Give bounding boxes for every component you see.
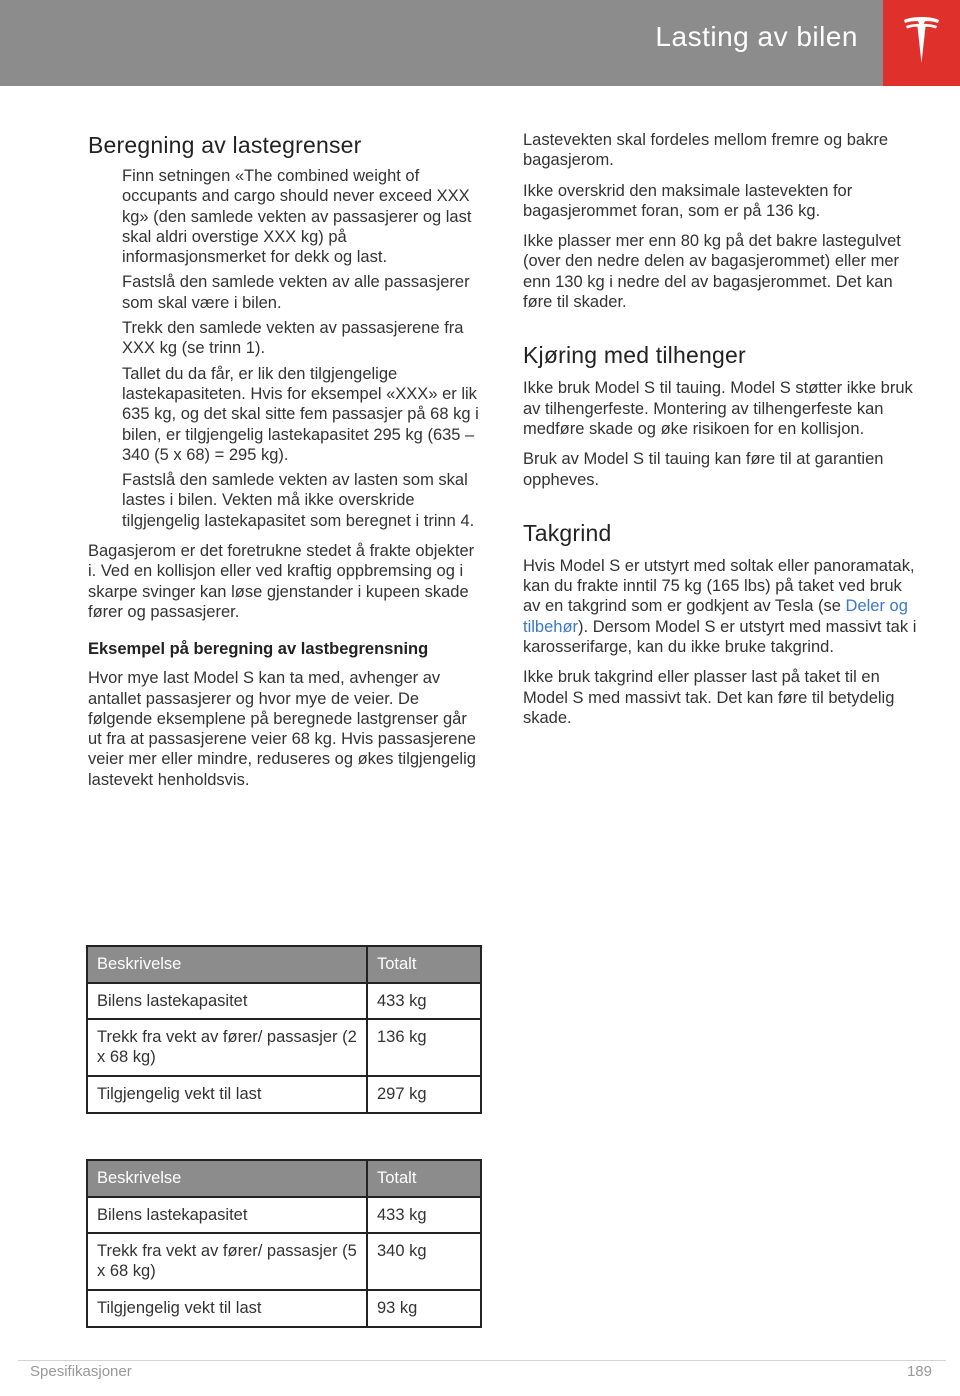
step-item: Fastslå den samlede vekten av lasten som skal lastes i bilen. Vekten må ikke overskride tilgjengelig lastekapasitet som beregnet i trinn 4. bbox=[122, 471, 475, 530]
table-header: Totalt bbox=[367, 946, 481, 983]
section-heading-trailer: Kjøring med tilhenger bbox=[523, 342, 746, 369]
table-cell: 340 kg bbox=[367, 1233, 481, 1290]
load-table-5-passengers bbox=[86, 1159, 482, 1328]
step-item: Finn setningen «The combined weight of occupants and cargo should never exceed XXX kg» (den samlede vekten av passasjerer og last skal aldri overstige XXX kg) på informasjonsmerket for dekk og last. bbox=[122, 167, 472, 267]
table-cell: Bilens lastekapasitet bbox=[87, 1197, 367, 1233]
paragraph-roof-rack bbox=[523, 556, 923, 657]
paragraph-front-trunk: Ikke overskrid den maksimale lastevekten for bagasjerommet foran, som er på 136 kg. bbox=[523, 181, 853, 220]
table-cell: Bilens lastekapasitet bbox=[87, 983, 367, 1019]
table-cell: 297 kg bbox=[367, 1076, 481, 1113]
table-header: Beskrivelse bbox=[87, 1160, 367, 1197]
table-cell: 433 kg bbox=[367, 983, 481, 1019]
paragraph-solid-roof: Ikke bruk takgrind eller plasser last på taket til en Model S med massivt tak. Det kan føre til betydelig skade. bbox=[523, 668, 895, 727]
paragraph-rear-trunk: Ikke plasser mer enn 80 kg på det bakre lastegulvet (over den nedre delen av bagasjerommet) eller mer enn 130 kg i nedre del av bagasjerommet. Det kan føre til skader. bbox=[523, 232, 901, 312]
paragraph-luggage: Bagasjerom er det foretrukne stedet å frakte objekter i. Ved en kollisjon eller ved kraftig oppbremsing og i skarpe svinger kan løse gjenstander i kupeen skade fører og passasjerer. bbox=[88, 542, 475, 621]
table-row bbox=[87, 1019, 481, 1076]
table-row bbox=[87, 1290, 481, 1327]
text-span: ). Dersom Model S er utstyrt med massivt tak i karosserifarge, kan du ikke bruke takgrind. bbox=[523, 617, 917, 657]
section-heading-roof-rack: Takgrind bbox=[523, 519, 612, 546]
load-table-2-passengers bbox=[86, 945, 482, 1114]
paragraph-warranty: Bruk av Model S til tauing kan føre til at garantien oppheves. bbox=[523, 450, 884, 489]
subheading-example: Eksempel på beregning av lastbegrensning bbox=[88, 640, 429, 659]
table-cell: 93 kg bbox=[367, 1290, 481, 1327]
footer-divider bbox=[18, 1360, 946, 1361]
table-header: Beskrivelse bbox=[87, 946, 367, 983]
table-cell: Tilgjengelig vekt til last bbox=[87, 1290, 367, 1327]
paragraph-distribution: Lastevekten skal fordeles mellom fremre og bakre bagasjerom. bbox=[523, 131, 888, 170]
step-item: Fastslå den samlede vekten av alle passasjerer som skal være i bilen. bbox=[122, 273, 470, 312]
parts-accessories-link[interactable]: Deler og tilbehør bbox=[523, 597, 908, 636]
step-item: Trekk den samlede vekten av passasjerene fra XXX kg (se trinn 1). bbox=[122, 319, 464, 358]
footer-section: Spesifikasjoner bbox=[30, 1363, 132, 1380]
page-title: Lasting av bilen bbox=[655, 21, 858, 52]
paragraph-example: Hvor mye last Model S kan ta med, avhenger av antallet passasjerer og hvor mye de veier. De følgende eksemplene på beregnede lastgrenser går ut fra at passasjerene veier 68 kg. Hvis passasjerene veier mer eller mindre, reduseres og økes tilgjengelig lastevekt henholdsvis. bbox=[88, 669, 476, 789]
paragraph-towing: Ikke bruk Model S til tauing. Model S støtter ikke bruk av tilhengerfeste. Montering av tilhengerfeste kan medføre skade og øke risikoen for en kollisjon. bbox=[523, 379, 913, 438]
table-row bbox=[87, 1233, 481, 1290]
step-item: Tallet du da får, er lik den tilgjengelige lastekapasiteten. Hvis for eksempel «XXX» er lik 635 kg, og det skal sitte fem passasjer på 68 kg i bilen, er tilgjengelig lastekapasitet 295 kg (635 – 340 (5 x 68) = 295 kg). bbox=[122, 364, 479, 464]
table-cell: 433 kg bbox=[367, 1197, 481, 1233]
table-cell: Trekk fra vekt av fører/ passasjer (5 x 68 kg) bbox=[87, 1233, 367, 1290]
table-cell: 136 kg bbox=[367, 1019, 481, 1076]
left-column bbox=[88, 130, 483, 800]
tesla-logo-icon bbox=[904, 17, 939, 65]
right-column bbox=[523, 130, 923, 738]
table-row bbox=[87, 1076, 481, 1113]
tesla-logo bbox=[883, 0, 960, 86]
table-header: Totalt bbox=[367, 1160, 481, 1197]
page-number: 189 bbox=[906, 1363, 932, 1380]
table-cell: Trekk fra vekt av fører/ passasjer (2 x 68 kg) bbox=[87, 1019, 367, 1076]
text-span: Hvis Model S er utstyrt med soltak eller panoramatak, kan du frakte inntil 75 kg (165 lbs) på taket ved bruk av en takgrind som er godkjent av Tesla (se bbox=[523, 556, 915, 616]
table-row bbox=[87, 1197, 481, 1233]
section-heading-load-limits: Beregning av lastegrenser bbox=[88, 132, 362, 158]
table-cell: Tilgjengelig vekt til last bbox=[87, 1076, 367, 1113]
table-row bbox=[87, 983, 481, 1019]
